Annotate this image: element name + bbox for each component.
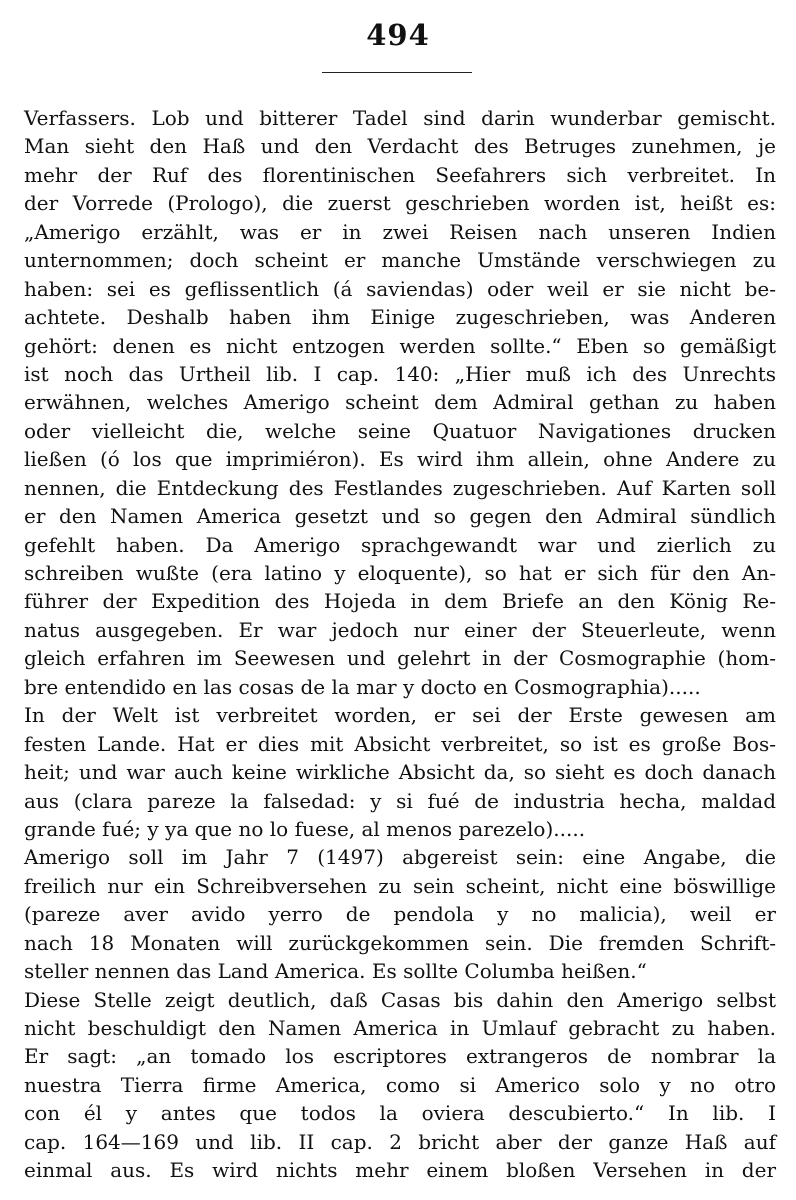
text-line: natus ausgegeben. Er war jedoch nur einer der Steuerleute, wenn [24,617,776,642]
text-line: (pareze aver avido yerro de pendola y no malicia), weil er [24,902,776,927]
text-line: nach 18 Monaten will zurückgekommen sein. Die fremden Schrift- [24,930,776,955]
text-line: schreiben wußte (era latino y eloquente), so hat er sich für den An- [24,561,776,585]
page-number: 494 [366,18,430,52]
text-line: steller nennen das Land America. Es sollte Columba heißen.“ [24,959,647,984]
text-line: erwähnen, welches Amerigo scheint dem Admiral gethan zu haben [24,390,776,415]
text-line: nuestra Tierra firme America, como si Americo solo y no otro [24,1072,776,1097]
text-line: haben: sei es geflissentlich (á saviendas) oder weil er sie nicht be- [24,276,776,301]
text-line: nicht beschuldigt den Namen America in Umlauf gebracht zu haben. [24,1016,776,1040]
text-line: einmal aus. Es wird nichts mehr einem bloßen Versehen in der [24,1158,776,1183]
text-line: oder vielleicht die, welche seine Quatuor Navigationes drucken [24,418,776,443]
text-line: heit; und war auch keine wirkliche Absicht da, so sieht es doch danach [24,760,776,785]
text-line: grande fué; y ya que no lo fuese, al menos parezelo)..... [24,816,586,841]
text-line: aus (clara pareze la falsedad: y si fué de industria hecha, maldad [24,788,776,813]
text-line: Amerigo soll im Jahr 7 (1497) abgereist sein: eine Angabe, die [24,845,776,870]
text-line: führer der Expedition des Hojeda in dem Briefe an den König Re- [24,589,776,614]
text-line: der Vorrede (Prologo), die zuerst geschrieben worden ist, heißt es: [24,191,776,216]
text-line: „Amerigo erzählt, was er in zwei Reisen nach unseren Indien [24,219,776,244]
text-line: Verfassers. Lob und bitterer Tadel sind darin wunderbar gemischt. [24,106,776,130]
text-line: con él y antes que todos la oviera descubierto.“ In lib. I [24,1101,776,1126]
text-line: festen Lande. Hat er dies mit Absicht verbreitet, so ist es große Bos- [24,731,776,756]
text-line: achtete. Deshalb haben ihm Einige zugeschrieben, was Anderen [24,305,776,330]
text-line: gefehlt haben. Da Amerigo sprachgewandt war und zierlich zu [24,532,776,557]
text-line: mehr der Ruf des florentinischen Seefahrers sich verbreitet. In [24,162,776,187]
text-line: bre entendido en las cosas de la mar y docto en Cosmographia)..... [24,674,701,699]
text-line: unternommen; doch scheint er manche Umstände verschwiegen zu [24,248,776,273]
text-line: Er sagt: „an tomado los escriptores extrangeros de nombrar la [24,1044,776,1069]
text-line: Man sieht den Haß und den Verdacht des Betruges zunehmen, je [24,134,776,159]
body-text [24,104,776,1185]
text-line: gehört: denen es nicht entzogen werden sollte.“ Eben so gemäßigt [24,333,776,358]
header-rule [322,72,472,73]
text-line: er den Namen America gesetzt und so gegen den Admiral sündlich [24,504,776,529]
text-line: gleich erfahren im Seewesen und gelehrt in der Cosmographie (hom- [24,646,776,671]
text-line: ist noch das Urtheil lib. I cap. 140: „Hier muß ich des Unrechts [24,361,776,386]
text-line: cap. 164—169 und lib. II cap. 2 bricht aber der ganze Haß auf [24,1129,776,1154]
text-line: freilich nur ein Schreibversehen zu sein scheint, nicht eine böswillige [24,873,776,898]
text-line: In der Welt ist verbreitet worden, er sei der Erste gewesen am [24,703,776,728]
text-line: Diese Stelle zeigt deutlich, daß Casas bis dahin den Amerigo selbst [24,987,776,1012]
text-line: nennen, die Entdeckung des Festlandes zugeschrieben. Auf Karten soll [24,475,776,500]
text-line: ließen (ó los que imprimiéron). Es wird ihm allein, ohne Andere zu [24,447,776,472]
